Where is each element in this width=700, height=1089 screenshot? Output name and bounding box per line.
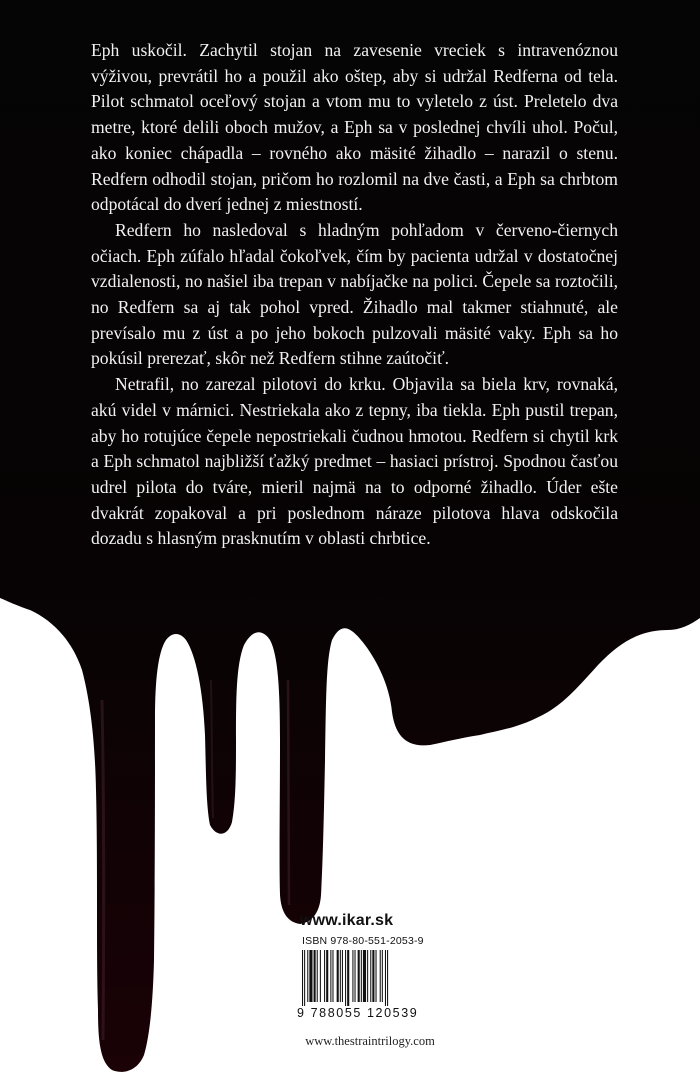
barcode-bar: [376, 950, 377, 1002]
barcode-bar: [380, 950, 381, 1002]
barcode-digits: 9 788055 120539: [297, 1006, 419, 1020]
excerpt-paragraph-3: Netrafil, no zarezal pilotovi do krku. Objavila sa biela krv, rovnaká, akú videl v márnici. Nestriekala ako z tepny, iba tiekla. Eph pustil trepan, aby ho rotujúce čepele nepostriekali čudnou hmotou. Redfern si chytil krk a Eph schmatol najbližší ťažký predmet – hasiaci prístroj. Spodnou časťou udrel pilota do tváre, mieril najmä na to odporné žihadlo. Úder ešte dvakrát zopakoval a pri poslednom náraze pilotova hlava odskočila dozadu s hlasným prasknutím v oblasti chrbtice.: [91, 374, 618, 549]
drip-highlight-left: [102, 700, 104, 1040]
barcode-bar: [332, 950, 333, 1002]
barcode-bar: [302, 950, 303, 1006]
barcode-bar: [337, 950, 339, 1002]
barcode-bar: [330, 950, 331, 1002]
barcode-bar: [370, 950, 371, 1002]
barcode-bar: [382, 950, 383, 1002]
trilogy-website[interactable]: www.thestraintrilogy.com: [305, 1034, 435, 1048]
barcode-bar: [326, 950, 328, 1002]
barcode-bar: [387, 950, 388, 1006]
barcode-bar: [340, 950, 341, 1002]
book-excerpt-text: [91, 38, 618, 552]
isbn-barcode: [300, 950, 428, 1006]
excerpt-paragraph-2: Redfern ho nasledoval s hladným pohľadom v červeno-čiernych očiach. Eph zúfalo hľadal čokoľvek, čím by pacienta udržal v dostatočnej vzdialenosti, no našiel iba trepan v nabíjačke na polici. Čepele sa roztočili, no Redfern sa aj tak pohol vpred. Žihadlo mal takmer stiahnuté, ale prevísalo mu z úst a po jeho bokoch pulzovali mäsité vaky. Eph sa ho pokúsil prerezať, skôr než Redfern stihne zaútočiť.: [91, 219, 618, 369]
barcode-bar: [367, 950, 368, 1002]
barcode-bar: [307, 950, 308, 1002]
publisher-website[interactable]: www.ikar.sk: [300, 912, 394, 929]
barcode-bar: [317, 950, 318, 1002]
barcode-bar: [309, 950, 312, 1002]
barcode-bar: [385, 950, 386, 1006]
barcode-bar: [324, 950, 325, 1002]
barcode-bar: [320, 950, 321, 1002]
barcode-bar: [314, 950, 316, 1002]
isbn-label: ISBN 978-80-551-2053-9: [302, 935, 424, 947]
barcode-bar: [355, 950, 356, 1002]
drip-highlight-center: [288, 680, 289, 905]
barcode-bar: [352, 950, 353, 1002]
barcode-bar: [304, 950, 305, 1006]
barcode-bar: [358, 950, 360, 1002]
barcode-bar: [363, 950, 366, 1002]
barcode-bar: [372, 950, 374, 1002]
barcode-bar: [361, 950, 362, 1002]
barcode-bar: [345, 950, 346, 1006]
excerpt-paragraph-1: Eph uskočil. Zachytil stojan na zavesenie vreciek s intravenóznou výživou, prevrátil ho a použil ako oštep, aby si udržal Redferna od tela. Pilot schmatol oceľový stojan a vtom mu to vyletelo z úst. Preletelo dva metre, ktoré delili oboch mužov, a Eph sa v poslednej chvíli uhol. Počul, ako koniec chápadla – rovného ako mäsité žihadlo – narazil o stenu. Redfern odhodil stojan, pričom ho rozlomil na dve časti, a Eph sa chrbtom odpotácal do dverí jednej z miestností.: [91, 40, 618, 215]
barcode-bar: [342, 950, 343, 1002]
barcode-bar: [347, 950, 349, 1006]
